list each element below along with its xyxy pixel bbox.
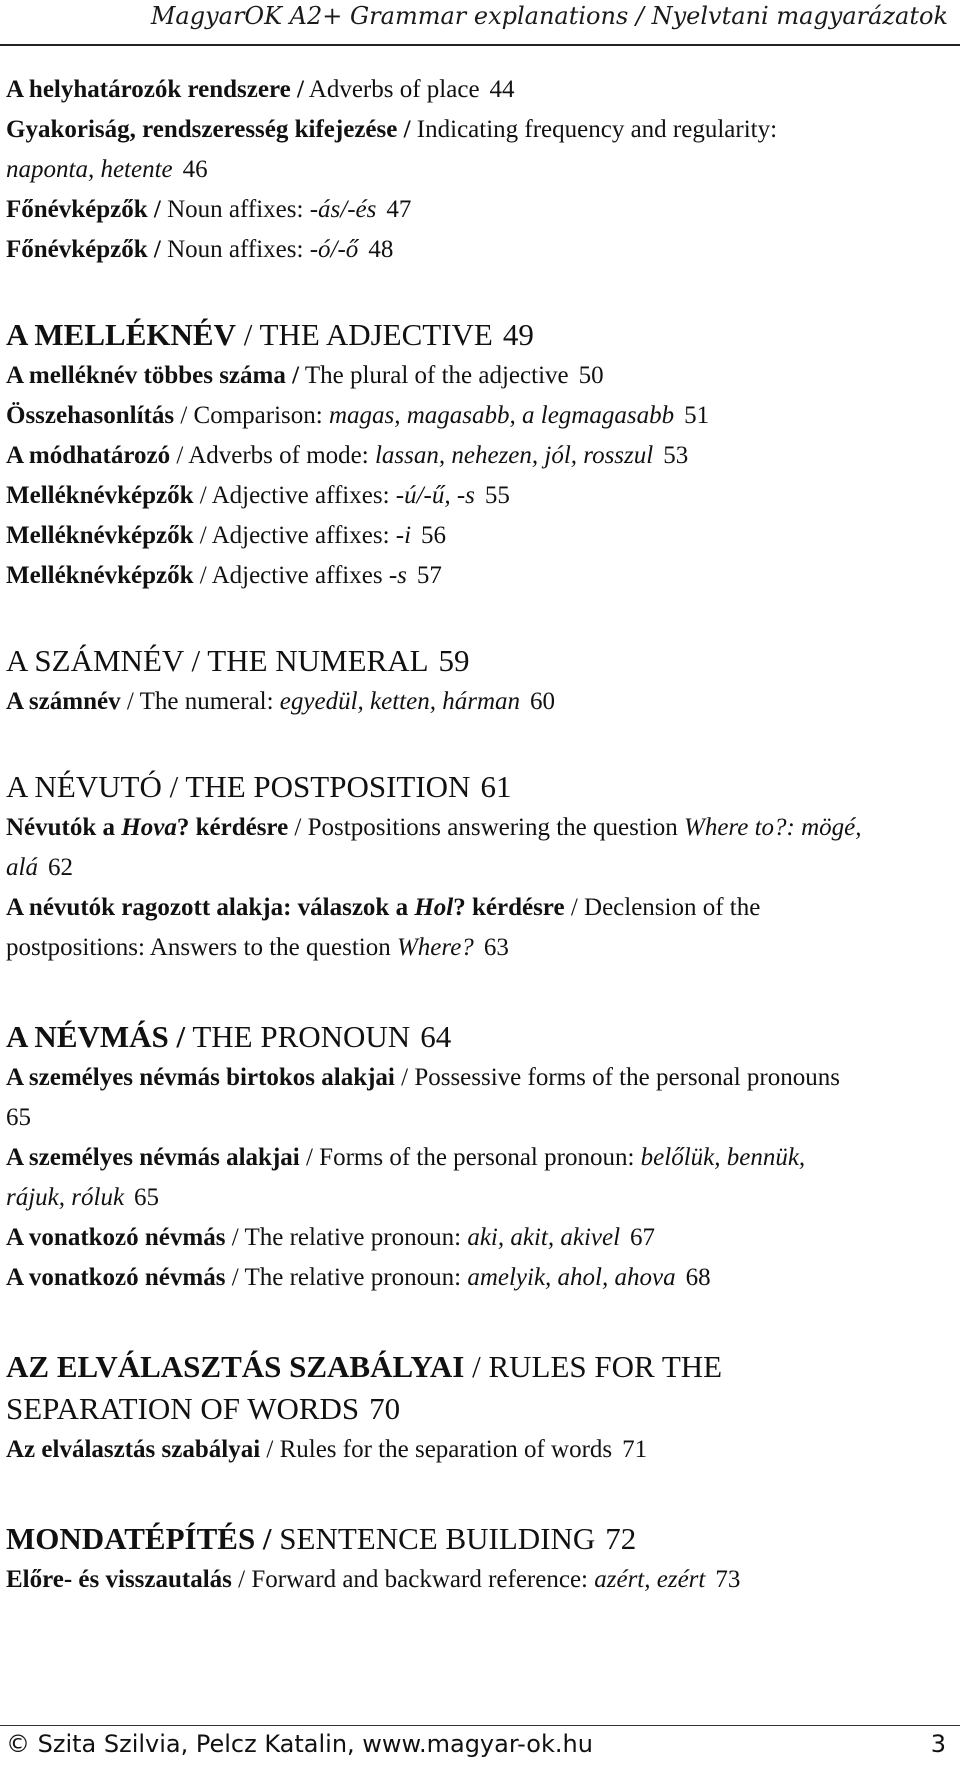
entry-english: / Rules for the separation of words — [260, 1436, 613, 1463]
section-title-english: THE PRONOUN — [185, 1019, 411, 1054]
entry-hungarian: A névutók ragozott alakja: válaszok a — [6, 894, 415, 921]
entry-example: egyedül, ketten, hárman — [279, 688, 520, 715]
page-number: 73 — [715, 1566, 741, 1593]
entry-example: aki, akit, akivel — [467, 1224, 621, 1251]
entry-english: Adverbs of place — [303, 76, 480, 103]
entry-example: Where? — [396, 934, 474, 961]
entry-hungarian-italic: Hol — [414, 894, 454, 921]
entry-hungarian-italic: Hova — [121, 814, 177, 841]
entry-english: / Postpositions answering the question — [288, 814, 684, 841]
entry-hungarian: Főnévképzők / — [6, 236, 161, 263]
toc-entry — [6, 356, 951, 396]
page-number: 62 — [47, 854, 73, 881]
entry-english: The plural of the adjective — [299, 362, 569, 389]
page-number: 60 — [530, 688, 555, 715]
page-number: 70 — [369, 1391, 401, 1426]
entry-english: Noun affixes: — [160, 236, 310, 263]
toc-entry-continuation — [6, 928, 951, 968]
entry-english: / Adverbs of mode: — [170, 442, 375, 469]
toc-entry — [6, 110, 951, 150]
toc-entry-continuation — [6, 1178, 951, 1218]
toc-entry — [6, 476, 951, 516]
toc-entry — [6, 1430, 951, 1470]
page-number: 61 — [480, 769, 512, 804]
entry-hungarian: A módhatározó — [6, 442, 171, 469]
section-heading-continuation — [6, 1388, 951, 1430]
section-heading — [6, 1016, 951, 1058]
entry-english: / Adjective affixes: — [193, 522, 396, 549]
page-number: 44 — [489, 76, 515, 103]
entry-example: amelyik, ahol, ahova — [467, 1264, 676, 1291]
toc-entry — [6, 70, 951, 110]
entry-english: / Possessive forms of the personal pronouns — [394, 1064, 840, 1091]
entry-english: Indicating frequency and regularity: — [410, 116, 778, 143]
entry-hungarian: A személyes névmás birtokos alakjai — [6, 1064, 395, 1091]
entry-example: -ú/-ű, -s — [395, 482, 475, 509]
table-of-contents — [6, 70, 951, 1600]
entry-english: / Comparison: — [174, 402, 329, 429]
entry-english: / The relative pronoun: — [225, 1224, 468, 1251]
toc-entry — [6, 1138, 951, 1178]
section-heading — [6, 640, 951, 682]
page-number: 51 — [684, 402, 710, 429]
section-title-english: SEPARATION OF WORDS — [6, 1391, 360, 1426]
entry-english: / Adjective affixes — [193, 562, 389, 589]
page-number: 59 — [438, 643, 470, 678]
entry-hungarian: Melléknévképzők — [6, 562, 194, 589]
entry-hungarian: Főnévképzők / — [6, 196, 161, 223]
entry-example: azért, ezért — [594, 1566, 706, 1593]
toc-entry — [6, 230, 951, 270]
entry-english: Noun affixes: — [160, 196, 310, 223]
toc-entry-continuation — [6, 848, 951, 888]
section-title-english: / RULES FOR THE — [464, 1349, 723, 1384]
entry-hungarian: A vonatkozó névmás — [6, 1224, 226, 1251]
entry-hungarian: Névutók a — [6, 814, 122, 841]
entry-english: / Forms of the personal pronoun: — [299, 1144, 641, 1171]
page-number: 71 — [622, 1436, 648, 1463]
header-rule — [0, 44, 960, 46]
entry-example: Where to?: mögé, — [684, 814, 862, 841]
entry-hungarian: A számnév — [6, 688, 121, 715]
toc-entry — [6, 1258, 951, 1298]
entry-example: naponta, hetente — [6, 156, 173, 183]
entry-hungarian: A személyes névmás alakjai — [6, 1144, 300, 1171]
page-number: 65 — [134, 1184, 160, 1211]
section-heading — [6, 766, 951, 808]
section-title-hungarian: AZ ELVÁLASZTÁS SZABÁLYAI — [6, 1349, 465, 1384]
page-number: 63 — [483, 934, 509, 961]
entry-example: belőlük, bennük, — [640, 1144, 806, 1171]
entry-hungarian: Melléknévképzők — [6, 522, 194, 549]
page-number: 53 — [663, 442, 689, 469]
page-number: 68 — [685, 1264, 711, 1291]
entry-hungarian: ? kérdésre — [453, 894, 565, 921]
toc-entry — [6, 1058, 951, 1098]
entry-english: postpositions: Answers to the question — [6, 934, 397, 961]
page-number: 65 — [6, 1104, 31, 1131]
entry-english: / Forward and backward reference: — [231, 1566, 595, 1593]
page-number: 49 — [502, 317, 534, 352]
entry-example: alá — [6, 854, 38, 881]
page-number: 46 — [182, 156, 208, 183]
footer-page-number: 3 — [930, 1730, 946, 1758]
running-header: MagyarOK A2+ Grammar explanations / Nyelvtani magyarázatok — [150, 2, 948, 30]
section-heading — [6, 1346, 951, 1388]
entry-example: lassan, nehezen, jól, rosszul — [374, 442, 654, 469]
toc-entry — [6, 808, 951, 848]
footer-rule — [0, 1725, 960, 1726]
section-title-english: / THE ADJECTIVE — [235, 317, 493, 352]
toc-entry-continuation — [6, 1098, 951, 1138]
page-number: 50 — [578, 362, 604, 389]
section-title-english: SENTENCE BUILDING — [271, 1521, 596, 1556]
toc-entry — [6, 396, 951, 436]
entry-hungarian: Az elválasztás szabályai — [6, 1436, 261, 1463]
entry-hungarian: ? kérdésre — [176, 814, 289, 841]
entry-english: / The numeral: — [120, 688, 280, 715]
toc-entry — [6, 888, 951, 928]
section-title: A SZÁMNÉV / THE NUMERAL — [6, 643, 429, 678]
toc-entry — [6, 436, 951, 476]
section-title-hungarian: A MELLÉKNÉV — [6, 317, 236, 352]
toc-entry — [6, 556, 951, 596]
toc-entry — [6, 516, 951, 556]
entry-example: rájuk, róluk — [6, 1184, 125, 1211]
footer-copyright: © Szita Szilvia, Pelcz Katalin, www.magyar-ok.hu — [6, 1730, 593, 1758]
entry-english: / Adjective affixes: — [193, 482, 396, 509]
toc-entry — [6, 190, 951, 230]
entry-hungarian: A helyhatározók rendszere / — [6, 76, 304, 103]
entry-example: -ás/-és — [309, 196, 377, 223]
toc-entry — [6, 682, 951, 722]
entry-english: / Declension of the — [564, 894, 761, 921]
toc-entry — [6, 1560, 951, 1600]
entry-hungarian: Előre- és visszautalás — [6, 1566, 232, 1593]
entry-example: -i — [395, 522, 412, 549]
section-title: A NÉVUTÓ / THE POSTPOSITION — [6, 769, 471, 804]
entry-english: / The relative pronoun: — [225, 1264, 468, 1291]
entry-example: -ó/-ő — [309, 236, 359, 263]
page-number: 57 — [416, 562, 442, 589]
entry-hungarian: Összehasonlítás — [6, 402, 175, 429]
entry-example: -s — [388, 562, 407, 589]
entry-hungarian: A melléknév többes száma / — [6, 362, 300, 389]
section-heading — [6, 314, 951, 356]
page-number: 67 — [630, 1224, 656, 1251]
page-number: 64 — [420, 1019, 452, 1054]
page-number: 55 — [484, 482, 510, 509]
page-number: 48 — [368, 236, 394, 263]
page-number: 56 — [421, 522, 447, 549]
page-number: 47 — [386, 196, 412, 223]
entry-hungarian: Melléknévképzők — [6, 482, 194, 509]
page-number: 72 — [605, 1521, 637, 1556]
entry-hungarian: Gyakoriság, rendszeresség kifejezése / — [6, 116, 411, 143]
toc-entry-continuation — [6, 150, 951, 190]
section-title-hungarian: A NÉVMÁS / — [6, 1019, 186, 1054]
toc-entry — [6, 1218, 951, 1258]
section-title-hungarian: MONDATÉPÍTÉS / — [6, 1521, 272, 1556]
entry-example: magas, magasabb, a legmagasabb — [328, 402, 675, 429]
section-heading — [6, 1518, 951, 1560]
entry-hungarian: A vonatkozó névmás — [6, 1264, 226, 1291]
